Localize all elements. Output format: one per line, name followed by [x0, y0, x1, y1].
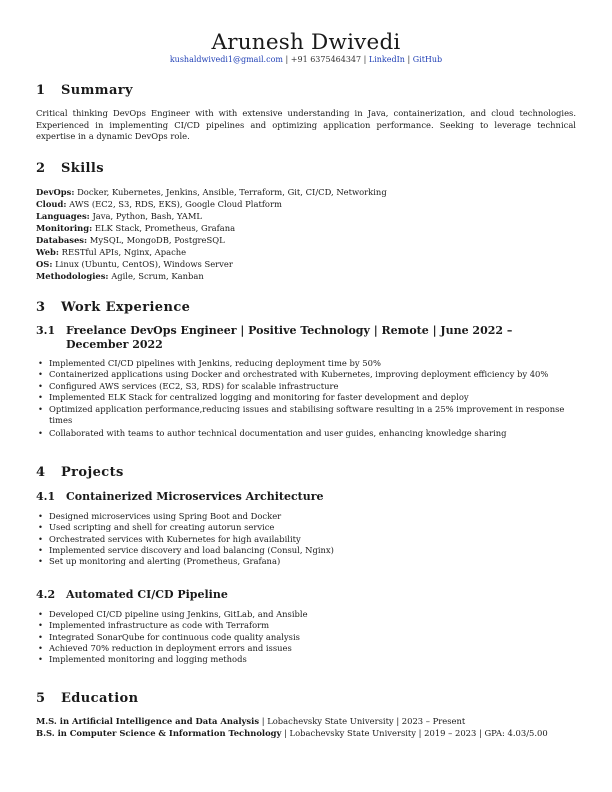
- list-item: • Implemented ELK Stack for centralized logging and monitoring for faster development and deploy: [36, 392, 576, 403]
- project-title: 4.2 Automated CI/CD Pipeline: [36, 588, 228, 601]
- list-item: • Designed microservices using Spring Boot and Docker: [36, 511, 576, 522]
- project-bullets: [36, 609, 576, 665]
- list-item: • Collaborated with teams to author technical documentation and user guides, enhancing knowledge sharing: [36, 428, 576, 439]
- email-link[interactable]: kushaldwivedi1@gmail.com: [169, 55, 283, 64]
- list-item: • Used scripting and shell for creating autorun service: [36, 522, 576, 533]
- section-heading-skills: 2 Skills: [36, 161, 104, 176]
- list-item: • Developed CI/CD pipeline using Jenkins, GitLab, and Ansible: [36, 609, 576, 620]
- skills-list: [36, 186, 576, 282]
- github-link[interactable]: GitHub: [412, 55, 443, 64]
- skill-row: Methodologies: Agile, Scrum, Kanban: [36, 271, 204, 281]
- separator: |: [363, 55, 367, 64]
- skill-row: Web: RESTful APIs, Nginx, Apache: [36, 247, 187, 257]
- skill-row: OS: Linux (Ubuntu, CentOS), Windows Server: [36, 259, 233, 269]
- list-item: • Implemented CI/CD pipelines with Jenkins, reducing deployment time by 50%: [36, 358, 576, 369]
- list-item: • Implemented monitoring and logging methods: [36, 654, 576, 665]
- summary-text: Critical thinking DevOps Engineer with with extensive understanding in Java, containerization, and cloud technologies. Experienced in implementing CI/CD pipelines and optimizing application performance. Seeking to leverage technical expertise in a dynamic DevOps role.: [36, 108, 576, 141]
- linkedin-link[interactable]: LinkedIn: [368, 55, 405, 64]
- education-entry: B.S. in Computer Science & Information Technology | Lobachevsky State University | 2019 – 2023 | GPA: 4.03/5.00: [36, 728, 548, 738]
- list-item: • Implemented infrastructure as code with Terraform: [36, 620, 576, 631]
- list-item: • Configured AWS services (EC2, S3, RDS) for scalable infrastructure: [36, 381, 576, 392]
- list-item: • Set up monitoring and alerting (Prometheus, Grafana): [36, 556, 576, 567]
- section-heading-summary: 1 Summary: [36, 83, 133, 98]
- section-heading-experience: 3 Work Experience: [36, 300, 191, 315]
- contact-line: [0, 55, 612, 64]
- section-heading-projects: 4 Projects: [36, 465, 124, 480]
- project-title: 4.1 Containerized Microservices Architecture: [36, 490, 324, 503]
- phone-number: +91 6375464347: [290, 55, 362, 64]
- skill-row: Cloud: AWS (EC2, S3, RDS, EKS), Google Cloud Platform: [36, 199, 282, 209]
- skill-row: DevOps: Docker, Kubernetes, Jenkins, Ansible, Terraform, Git, CI/CD, Networking: [36, 187, 387, 197]
- list-item: • Implemented service discovery and load balancing (Consul, Nginx): [36, 545, 576, 556]
- list-item: • Achieved 70% reduction in deployment errors and issues: [36, 643, 576, 654]
- list-item: • Orchestrated services with Kubernetes for high availability: [36, 534, 576, 545]
- education-entry: M.S. in Artificial Intelligence and Data Analysis | Lobachevsky State University | 2023 – Present: [36, 716, 466, 726]
- list-item: • Containerized applications using Docker and orchestrated with Kubernetes, improving deployment efficiency by 40%: [36, 369, 576, 380]
- list-item: • Optimized application performance,reducing issues and stabilising software resulting in a 25% improvement in response times: [36, 404, 576, 427]
- candidate-name: Arunesh Dwivedi: [211, 30, 401, 55]
- education-list: [36, 715, 576, 739]
- separator: |: [407, 55, 411, 64]
- list-item: • Integrated SonarQube for continuous code quality analysis: [36, 632, 576, 643]
- project-bullets: [36, 511, 576, 567]
- job-bullets: [36, 358, 576, 439]
- skill-row: Databases: MySQL, MongoDB, PostgreSQL: [36, 235, 225, 245]
- section-heading-education: 5 Education: [36, 691, 139, 706]
- separator: |: [285, 55, 289, 64]
- skill-row: Languages: Java, Python, Bash, YAML: [36, 211, 202, 221]
- skill-row: Monitoring: ELK Stack, Prometheus, Grafana: [36, 223, 236, 233]
- job-title: 3.1 Freelance DevOps Engineer | Positive Technology | Remote | June 2022 – December 2022: [36, 324, 513, 351]
